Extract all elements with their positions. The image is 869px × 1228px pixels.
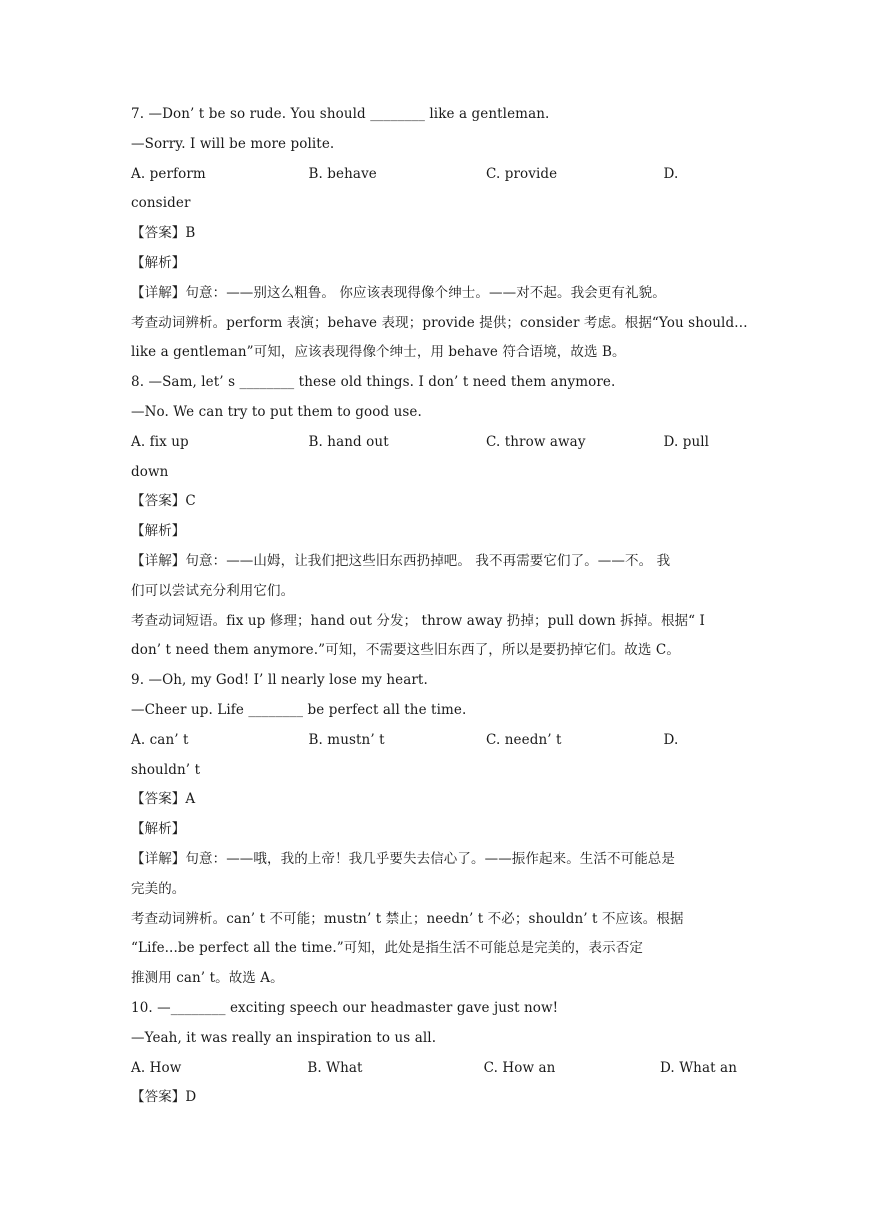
question-9-detail-line: 完美的。: [131, 880, 186, 897]
option-c: C. provide: [486, 165, 558, 182]
question-7-stem: 7. —Don’ t be so rude. You should ________ like a gentleman.: [131, 106, 550, 122]
option-b: B. behave: [308, 165, 377, 182]
question-10-options: [131, 1054, 737, 1084]
question-8-detail-line: 们可以尝试充分利用它们。: [131, 582, 295, 599]
option-a: A. can’ t: [131, 731, 189, 748]
option-d: D.: [663, 731, 679, 748]
question-8-analysis-heading: 【解析】: [131, 523, 186, 540]
question-9-detail-line: 推测用 can’ t。故选 A。: [131, 970, 284, 987]
option-c: C. How an: [483, 1059, 556, 1076]
option-b: B. hand out: [308, 433, 389, 450]
question-9-option-overflow: shouldn’ t: [131, 761, 201, 778]
question-7-answer: 【答案】B: [131, 225, 196, 242]
question-9-analysis-heading: 【解析】: [131, 821, 186, 838]
option-b: B. mustn’ t: [308, 731, 385, 748]
question-9-reply: —Cheer up. Life ________ be perfect all the time.: [131, 701, 467, 718]
question-8-stem: 8. —Sam, let’ s ________ these old things. I don’ t need them anymore.: [131, 374, 616, 391]
option-c: C. needn’ t: [486, 731, 562, 748]
option-d: D. What an: [659, 1059, 737, 1076]
question-7-reply: —Sorry. I will be more polite.: [131, 135, 335, 152]
option-a: A. perform: [131, 165, 206, 182]
question-9-stem: 9. —Oh, my God! I’ ll nearly lose my heart.: [131, 672, 428, 689]
question-7-detail-line: like a gentleman”可知，应该表现得像个绅士，用 behave 符合语境，故选 B。: [131, 344, 626, 361]
question-8-option-overflow: down: [131, 463, 169, 480]
document-page: [131, 100, 748, 1113]
option-d: D.: [663, 165, 679, 182]
option-a: A. fix up: [131, 433, 189, 450]
question-8-detail-line: 【详解】句意：——山姆，让我们把这些旧东西扔掉吧。 我不再需要它们了。——不。 我: [131, 552, 671, 569]
question-7-option-overflow: consider: [131, 195, 191, 212]
option-a: A. How: [131, 1059, 182, 1076]
question-8-reply: —No. We can try to put them to good use.: [131, 403, 422, 420]
option-d: D. pull: [663, 433, 710, 450]
question-7-analysis-heading: 【解析】: [131, 254, 186, 271]
question-10-reply: —Yeah, it was really an inspiration to us all.: [131, 1029, 437, 1046]
question-10-stem: 10. —________ exciting speech our headmaster gave just now!: [131, 999, 559, 1016]
question-7-detail-line: 考查动词辨析。perform 表演；behave 表现；provide 提供；consider 考虑。根据“You should…: [131, 314, 748, 331]
question-9-detail-line: 考查动词辨析。can’ t 不可能；mustn’ t 禁止；needn’ t 不必；shouldn’ t 不应该。根据: [131, 910, 684, 927]
question-8-options: [131, 428, 737, 458]
question-8-answer: 【答案】C: [131, 493, 196, 510]
question-7-detail-line: 【详解】句意：——别这么粗鲁。 你应该表现得像个绅士。——对不起。我会更有礼貌。: [131, 284, 666, 301]
question-8-detail-line: don’ t need them anymore.”可知，不需要这些旧东西了，所以是要扔掉它们。故选 C。: [131, 642, 680, 659]
option-b: B. What: [307, 1059, 363, 1076]
question-8-detail-line: 考查动词短语。fix up 修理；hand out 分发； throw away 扔掉；pull down 拆掉。根据“ I: [131, 612, 705, 629]
question-7-options: [131, 160, 737, 190]
option-c: C. throw away: [486, 433, 586, 450]
question-9-options: [131, 726, 737, 756]
question-9-answer: 【答案】A: [131, 791, 196, 808]
question-10-answer: 【答案】D: [131, 1089, 197, 1106]
question-9-detail-line: 【详解】句意：——哦，我的上帝！我几乎要失去信心了。——振作起来。生活不可能总是: [131, 850, 675, 867]
question-9-detail-line: “Life...be perfect all the time.”可知，此处是指生活不可能总是完美的，表示否定: [131, 940, 643, 957]
